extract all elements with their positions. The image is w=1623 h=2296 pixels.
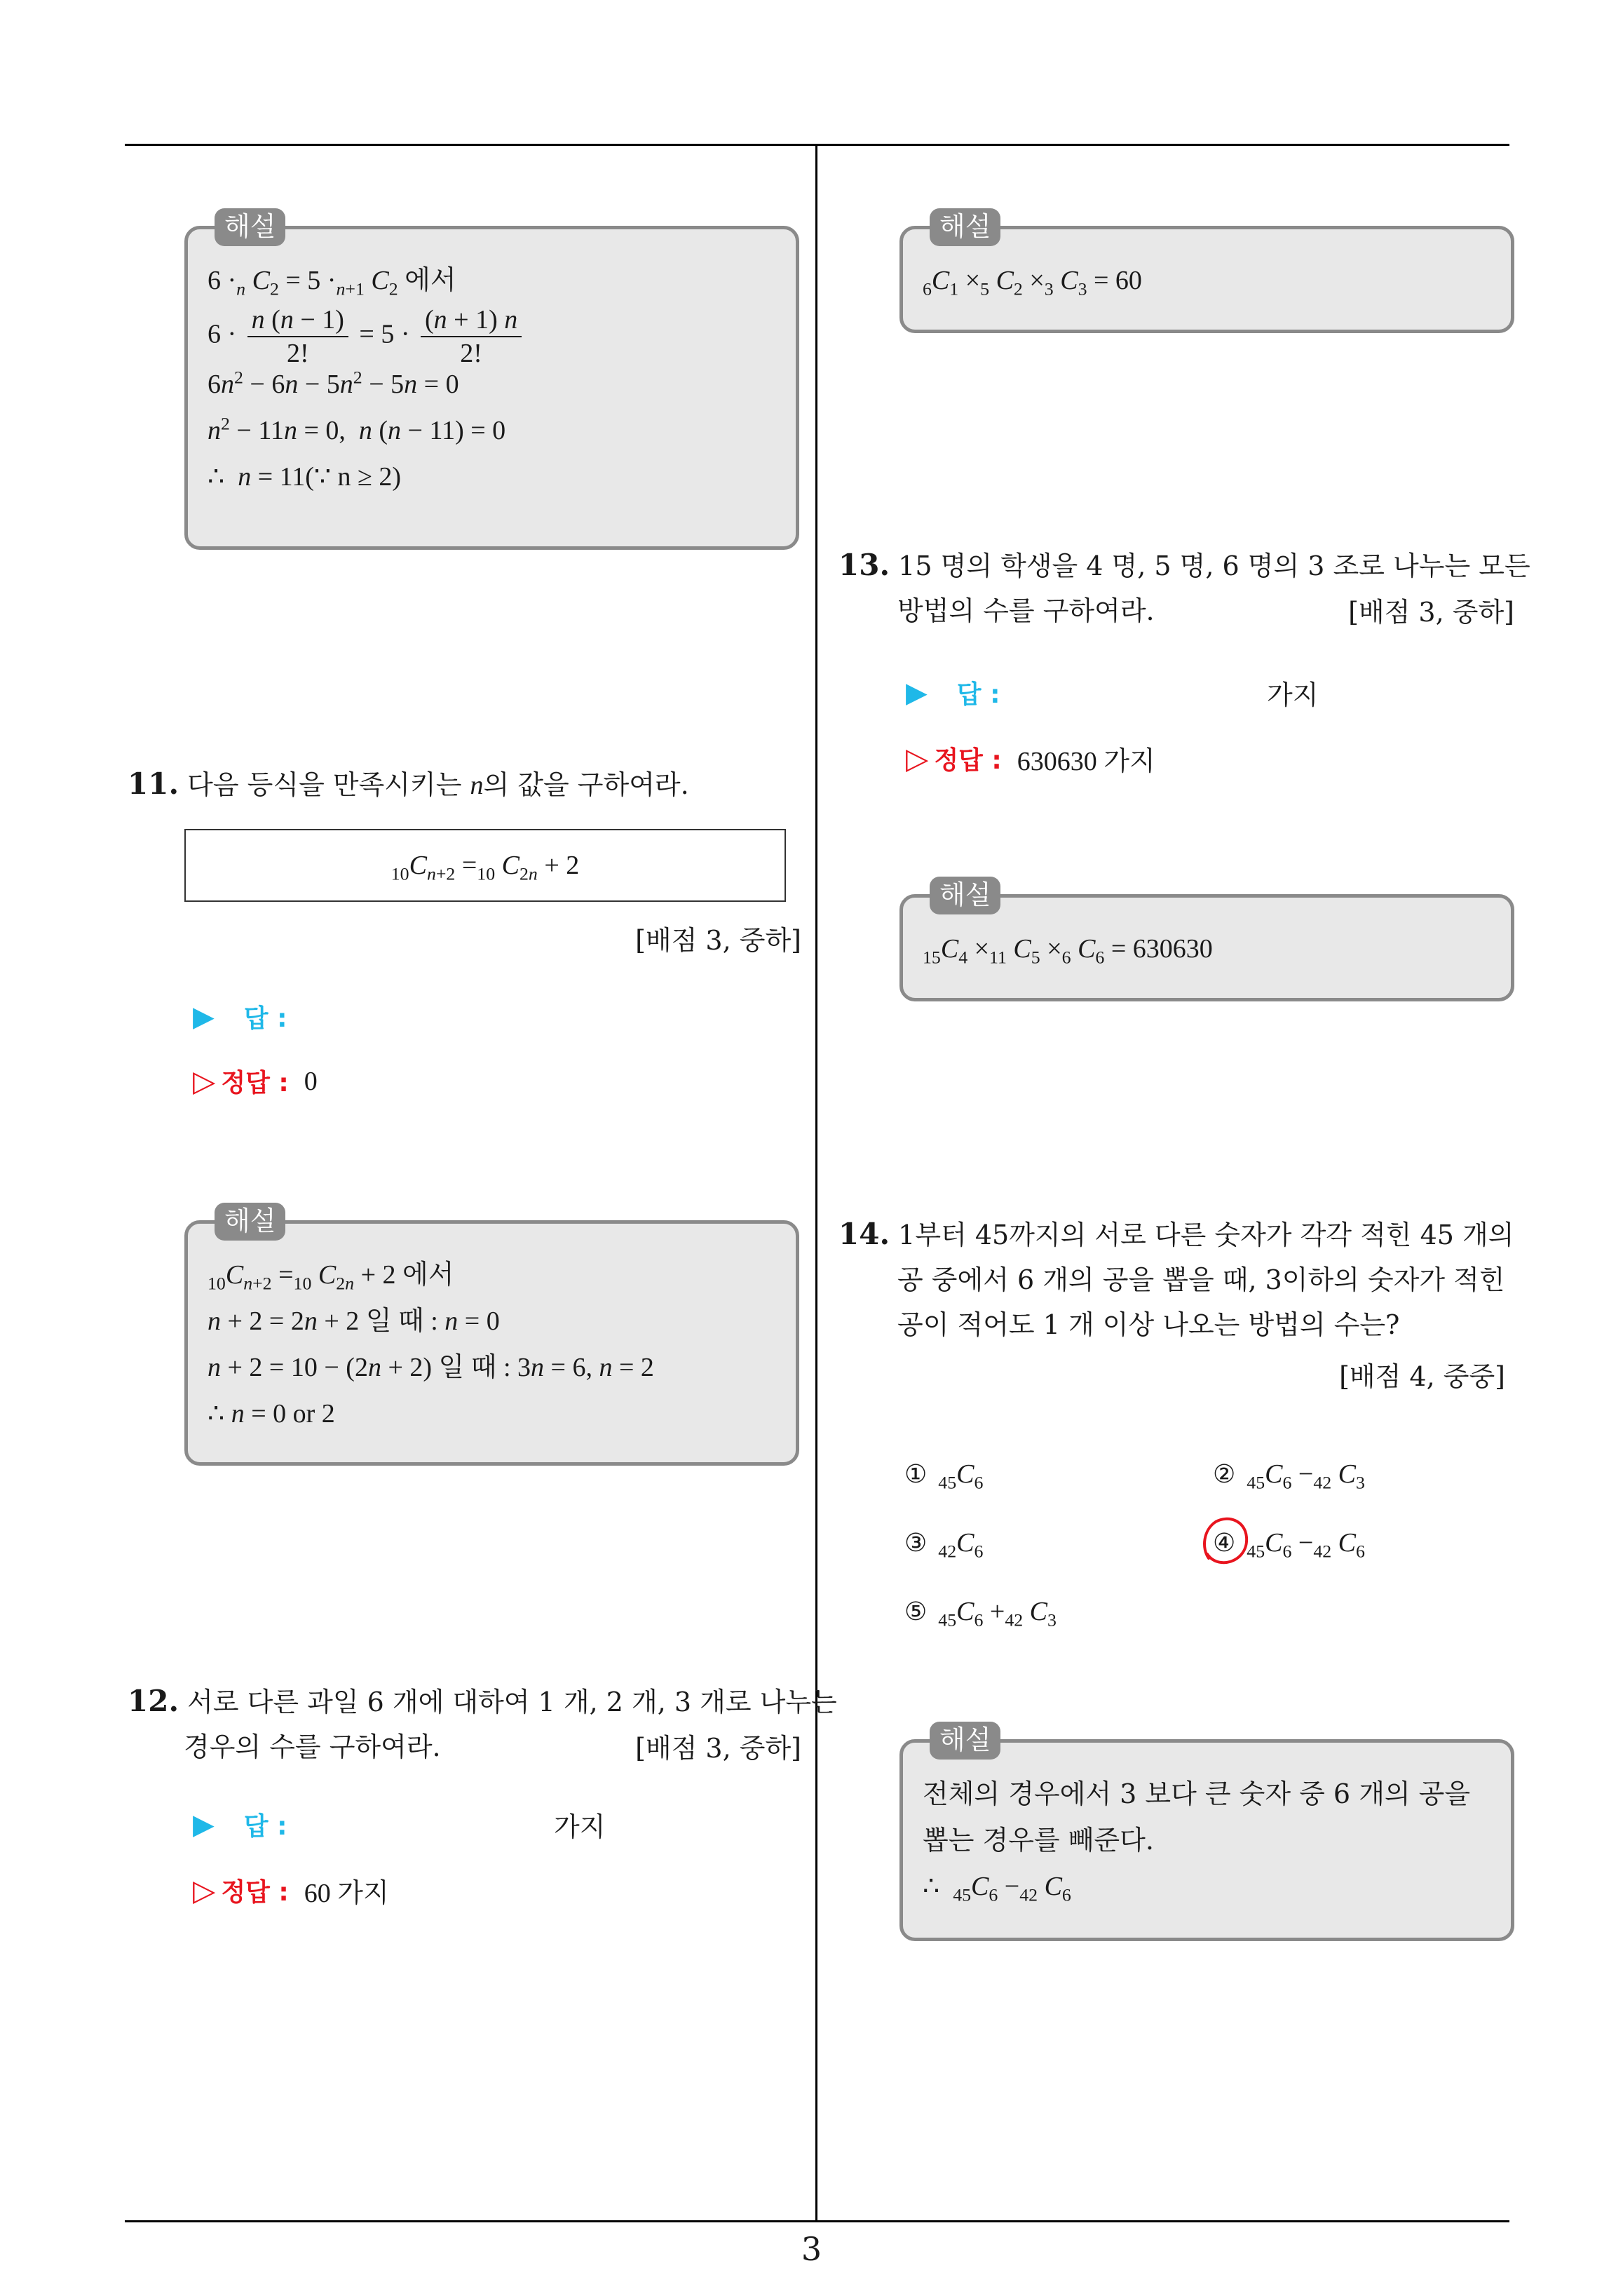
choice-4-expr: $_{45}C_6 -_{42}$ $C_6$ bbox=[1247, 1528, 1365, 1562]
q12-line-1: 서로 다른 과일 6 개에 대하여 1 개, 2 개, 3 개로 나누는 bbox=[187, 1687, 837, 1717]
q11-exp-line-1: $_{10}C_{n+2} =_{10}$ $C_{2n} + 2$ 에서 bbox=[208, 1260, 454, 1294]
q14-score: [배점 4, 중중] bbox=[1339, 1361, 1505, 1392]
bottom-rule bbox=[125, 2220, 1509, 2222]
q12-number: 12. bbox=[128, 1684, 179, 1718]
q12-line-2: 경우의 수를 구하여라. bbox=[184, 1731, 441, 1762]
q10-exp-line-5: ∴ n = 11(∵ n ≥ 2) bbox=[208, 462, 402, 492]
q14-exp-line-1: 전체의 경우에서 3 보다 큰 숫자 중 6 개의 공을 bbox=[923, 1778, 1471, 1809]
q14-number: 14. bbox=[838, 1217, 890, 1251]
q13-line-2: 방법의 수를 구하여라. bbox=[897, 595, 1155, 626]
q10-explanation-box bbox=[184, 211, 799, 550]
answer-label: 답 : bbox=[243, 1812, 287, 1841]
correct-arrow-icon: ▷ bbox=[193, 1873, 216, 1907]
answer-label: 답 : bbox=[243, 1004, 287, 1033]
explanation-tab: 해설 bbox=[930, 877, 1000, 914]
choice-3-expr: $_{42}C_6$ bbox=[938, 1528, 984, 1562]
choice-5-expr: $_{45}C_6 +_{42}$ $C_3$ bbox=[938, 1597, 1057, 1630]
correct-arrow-icon: ▷ bbox=[193, 1064, 216, 1098]
q11-exp-when-2: 일 때 : bbox=[438, 1353, 511, 1382]
q10-exp-line-4: $n^2 - 11n = 0$, n (n − 11) = 0 bbox=[208, 413, 506, 445]
q12-answer-row bbox=[193, 1807, 613, 1842]
explanation-tab: 해설 bbox=[930, 208, 1000, 246]
page-number: 3 bbox=[801, 2230, 822, 2268]
column-divider bbox=[815, 144, 817, 2221]
choice-number-1: ① bbox=[904, 1459, 928, 1489]
q11-exp-when-1: 일 때 : bbox=[365, 1306, 438, 1336]
correct-arrow-icon: ▷ bbox=[906, 741, 929, 776]
q14-line-3: 공이 적어도 1 개 이상 나오는 방법의 수는? bbox=[897, 1309, 1400, 1340]
q12-score: [배점 3, 중하] bbox=[635, 1733, 801, 1764]
q14-line-2: 공 중에서 6 개의 공을 뽑을 때, 3이하의 숫자가 적힌 bbox=[897, 1264, 1505, 1295]
q14-question bbox=[838, 1212, 1515, 1347]
q14-choice-3[interactable] bbox=[904, 1527, 984, 1562]
answer-arrow-icon: ▶ bbox=[906, 676, 928, 709]
q14-explanation-box bbox=[899, 1724, 1514, 1941]
q13-line-1: 15 명의 학생을 4 명, 5 명, 6 명의 3 조로 나누는 모든 bbox=[898, 551, 1530, 581]
q13-answer-row bbox=[906, 675, 1326, 710]
correct-label: 정답 : bbox=[934, 746, 1002, 775]
q14-line-1: 1부터 45까지의 서로 다른 숫자가 각각 적힌 45 개의 bbox=[898, 1220, 1514, 1250]
q14-choice-2[interactable] bbox=[1213, 1459, 1365, 1493]
q11-question bbox=[128, 762, 689, 808]
therefore-symbol: ∴ bbox=[923, 1872, 940, 1901]
choice-number-2: ② bbox=[1213, 1459, 1236, 1489]
correct-label: 정답 : bbox=[221, 1878, 289, 1907]
correct-label: 정답 : bbox=[221, 1069, 289, 1098]
q11-exp-line-4: ∴ n = 0 or 2 bbox=[208, 1399, 335, 1429]
q14-exp-line-3: ∴ $_{45}C_6 -_{42}$ $C_6$ bbox=[923, 1872, 1071, 1905]
q13-explanation-box bbox=[899, 879, 1514, 1001]
choice-number-3: ③ bbox=[904, 1528, 928, 1558]
q13-exp-line-1: $_{15}C_4 \times_{11}$ $C_5 \times_6$ $C_6 = 630630$ bbox=[923, 934, 1213, 968]
q10-exp-line-2: 6 · $\frac{n (n - 1)}{2!}$ = 5 · $\frac{(n + 1) n}{2!}$ bbox=[208, 304, 782, 361]
q11-explanation-box bbox=[184, 1206, 799, 1466]
choice-number-4: ④ bbox=[1213, 1528, 1236, 1558]
q11-exp-suffix: 에서 bbox=[402, 1260, 454, 1290]
q14-exp-line-2: 뽑는 경우를 빼준다. bbox=[923, 1825, 1154, 1856]
q11-answer-row bbox=[193, 999, 287, 1034]
q12-exp-result: = 60 bbox=[1093, 266, 1142, 295]
q12-correct-value: 60 가지 bbox=[304, 1879, 389, 1908]
explanation-tab: 해설 bbox=[215, 208, 285, 246]
q11-exp-line-3: n + 2 = 10 − (2n + 2) 일 때 : 3n = 6, n = 2 bbox=[208, 1353, 654, 1382]
q13-correct-value: 630630 가지 bbox=[1017, 747, 1155, 776]
q11-text-b: 의 값을 구하여라. bbox=[483, 769, 689, 800]
q13-unit: 가지 bbox=[1267, 680, 1319, 710]
q13-score: [배점 3, 중하] bbox=[1348, 597, 1514, 628]
q11-correct-row bbox=[193, 1063, 318, 1099]
q14-choice-5[interactable] bbox=[904, 1596, 1057, 1630]
answer-label: 답 : bbox=[956, 680, 1000, 709]
choice-2-expr: $_{45}C_6 -_{42}$ $C_3$ bbox=[1247, 1459, 1365, 1493]
selected-answer-circle-icon bbox=[1200, 1513, 1251, 1569]
q11-score: [배점 3, 중하] bbox=[635, 925, 801, 956]
choice-number-5: ⑤ bbox=[904, 1597, 928, 1626]
answer-arrow-icon: ▶ bbox=[193, 1000, 215, 1033]
q10-exp-suffix: 에서 bbox=[405, 266, 456, 295]
q13-correct-row bbox=[906, 739, 1155, 778]
explanation-tab: 해설 bbox=[930, 1722, 1000, 1760]
q11-text-var: n bbox=[470, 771, 484, 800]
q11-exp-line-2: n + 2 = 2n + 2 일 때 : n = 0 bbox=[208, 1306, 500, 1336]
q10-exp-line-3: $6n^2 - 6n - 5n^2 - 5n = 0$ bbox=[208, 367, 459, 399]
q11-exp-or: or bbox=[292, 1399, 315, 1429]
q11-text-a: 다음 등식을 만족시키는 bbox=[187, 769, 462, 800]
q13-exp-result: = 630630 bbox=[1111, 934, 1213, 964]
q12-explanation-box bbox=[899, 211, 1514, 333]
q11-equation-box: $_{10}C_{n+2} =_{10}$ $C_{2n} + 2$ bbox=[184, 829, 786, 902]
q13-number: 13. bbox=[838, 548, 890, 582]
q14-choice-1[interactable] bbox=[904, 1459, 984, 1493]
explanation-tab: 해설 bbox=[215, 1203, 285, 1241]
q12-correct-row bbox=[193, 1871, 389, 1910]
q10-exp-line-1: $6 \cdot_n$ $C_2 = 5 \cdot_{n+1}$ $C_2$ 에서 bbox=[208, 266, 456, 299]
q10-exp-reason: (∵ n ≥ 2) bbox=[305, 462, 402, 492]
q12-unit: 가지 bbox=[554, 1811, 606, 1842]
q11-correct-value: 0 bbox=[304, 1066, 318, 1096]
q11-number: 11. bbox=[128, 767, 179, 801]
answer-arrow-icon: ▶ bbox=[193, 1808, 215, 1841]
q12-exp-line-1: $_6C_1 \times_5$ $C_2 \times_3$ $C_3 = 60$ bbox=[923, 266, 1142, 299]
choice-1-expr: $_{45}C_6$ bbox=[938, 1459, 984, 1493]
